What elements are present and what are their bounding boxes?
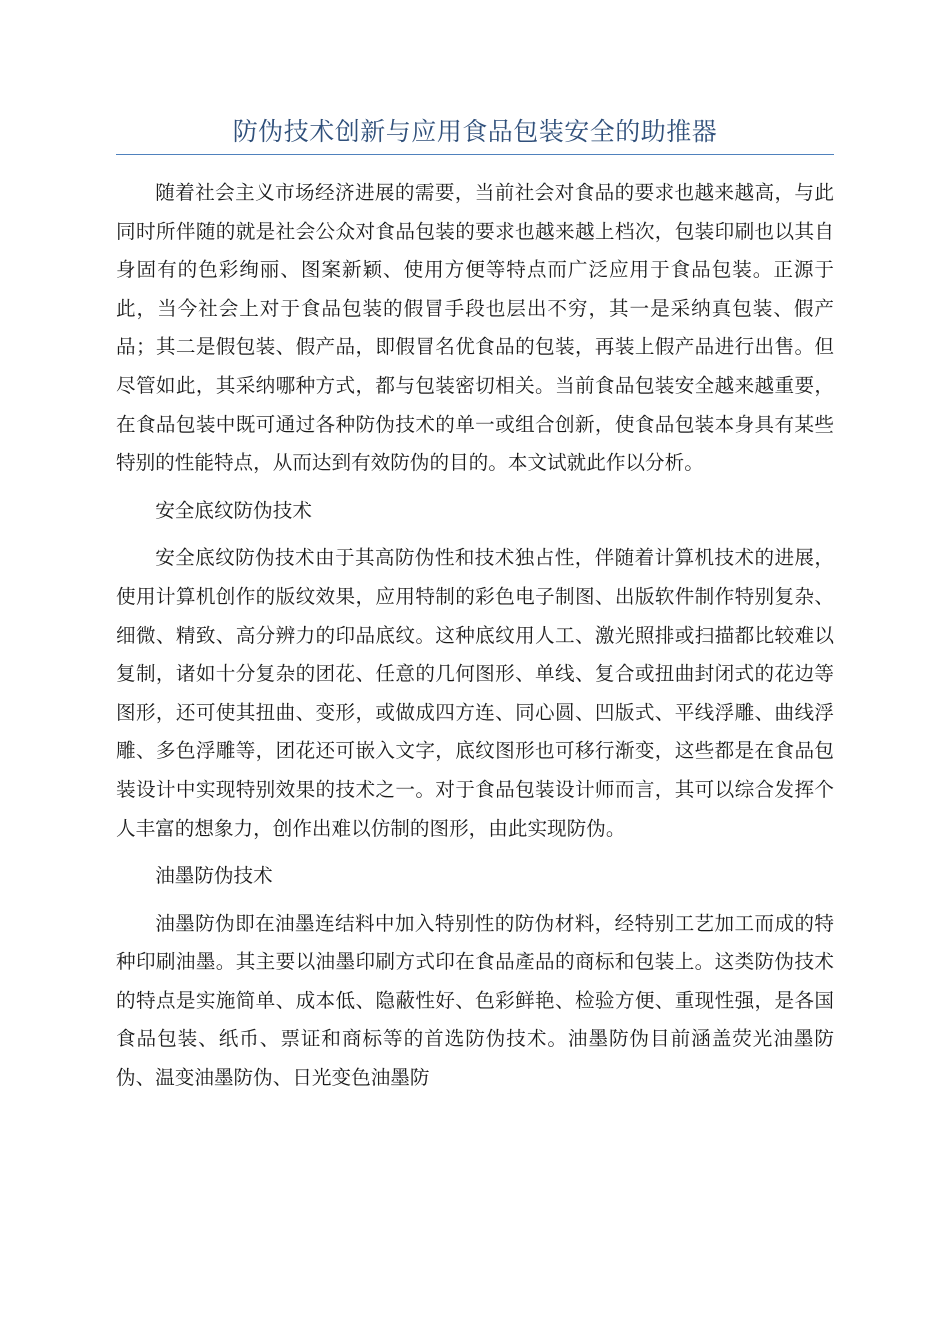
- paragraph-gap: [116, 848, 834, 857]
- paragraph-security-pattern: 安全底纹防伪技术由于其高防伪性和技术独占性，伴随着计算机技术的进展，使用计算机创作的版纹效果，应用特制的彩色电子制图、出版软件制作特别复杂、细微、精致、高分辨力的印品底纹。这种底纹用人工、激光照排或扫描都比较难以复制，诸如十分复杂的团花、任意的几何图形、单线、复合或扭曲封闭式的花边等图形，还可使其扭曲、变形，或做成四方连、同心圆、凹版式、平线浮雕、曲线浮雕、多色浮雕等，团花还可嵌入文字，底纹图形也可移行渐变，这些都是在食品包装设计中实现特别效果的技术之一。对于食品包装设计师而言，其可以综合发挥个人丰富的想象力，创作出难以仿制的图形，由此实现防伪。: [116, 546, 834, 840]
- paragraph-gap: [116, 896, 834, 905]
- section-heading-ink: 油墨防伪技术: [155, 864, 273, 888]
- document-body: [116, 174, 834, 1098]
- title-underline: [116, 154, 834, 155]
- paragraph-ink: 油墨防伪即在油墨连结料中加入特别性的防伪材料，经特别工艺加工而成的特种印刷油墨。其主要以油墨印刷方式印在食品產品的商标和包装上。这类防伪技术的特点是实施简单、成本低、隐蔽性好、色彩鲜艳、检验方便、重现性强，是各国食品包装、纸币、票证和商标等的首选防伪技术。油墨防伪目前涵盖荧光油墨防伪、温变油墨防伪、日光变色油墨防: [116, 911, 834, 1090]
- paragraph-gap: [116, 530, 834, 539]
- paragraph-intro: 随着社会主义市场经济进展的需要，当前社会对食品的要求也越来越高，与此同时所伴随的就是社会公众对食品包装的要求也越来越上档次，包装印刷也以其自身固有的色彩绚丽、图案新颖、使用方便等特点而广泛应用于食品包装。正源于此，当今社会上对于食品包装的假冒手段也层出不穷，其一是采纳真包装、假产品；其二是假包装、假产品，即假冒名优食品的包装，再装上假产品进行出售。但尽管如此，其采纳哪种方式，都与包装密切相关。当前食品包装安全越来越重要，在食品包装中既可通过各种防伪技术的单一或组合创新，使食品包装本身具有某些特别的性能特点，从而达到有效防伪的目的。本文试就此作以分析。: [116, 181, 834, 475]
- paragraph-gap: [116, 483, 834, 492]
- document-title: 防伪技术创新与应用食品包装安全的助推器: [232, 117, 718, 146]
- section-heading-security-pattern: 安全底纹防伪技术: [155, 498, 312, 522]
